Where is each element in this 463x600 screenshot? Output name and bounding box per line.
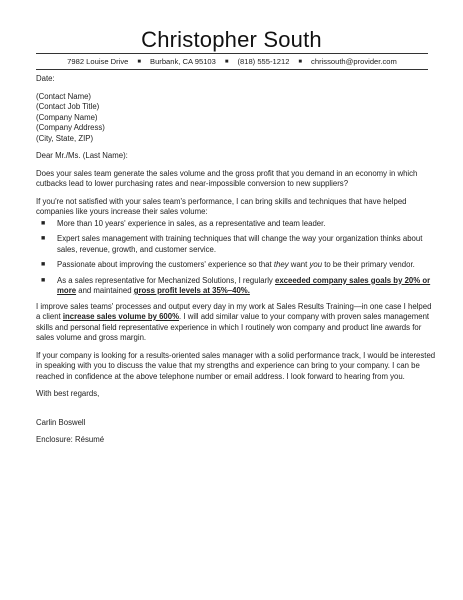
bullet-icon: ■ bbox=[41, 235, 46, 242]
paragraph-experience: I improve sales teams' processes and output every day in my work at Sales Results Training—in one case I helped a client increase sales volume by 600%. I will add similar value to your company with proven sales management skills and personal field representative experience in which I routinely won company and product line awards for sales volume and gross margin. bbox=[36, 301, 432, 342]
enclosure-note: Enclosure: Résumé bbox=[36, 435, 105, 444]
highlight-sales-goals: exceeded company sales goals by 20% or more bbox=[57, 275, 431, 295]
recipient-line: (Contact Name) bbox=[36, 91, 92, 101]
achievements-list bbox=[36, 219, 436, 297]
list-item: ■ Passionate about improving the customers' experience so that they want you to be their primary vendor. bbox=[41, 260, 415, 269]
bullet-icon: ■ bbox=[41, 219, 46, 227]
contact-address: 7982 Louise Drive bbox=[67, 57, 129, 66]
bullet-icon: ■ bbox=[41, 261, 46, 268]
separator-square-icon: ■ bbox=[137, 58, 141, 65]
highlight-sales-volume: increase sales volume by 600% bbox=[62, 312, 180, 321]
bullet-icon: ■ bbox=[41, 276, 46, 284]
paragraph-closing: If your company is looking for a results-oriented sales manager with a solid performance track, I would be interested in speaking with you to discuss the value that my strengths and experience can bring to your company. I can be reached in confidence at the above telephone number or email address. I look forward to hearing from you. bbox=[36, 350, 436, 381]
list-item: ■ More than 10 years' experience in sales, as a representative and team leader. bbox=[41, 218, 326, 228]
separator-square-icon: ■ bbox=[298, 58, 303, 65]
recipient-line: (Contact Job Title) bbox=[36, 102, 100, 111]
contact-email: chrissouth@provider.com bbox=[311, 57, 397, 66]
header-bottom-rule bbox=[36, 69, 428, 70]
applicant-name: Christopher South bbox=[141, 27, 322, 52]
recipient-line: (Company Name) bbox=[36, 112, 98, 122]
header-top-rule bbox=[36, 53, 428, 54]
closing-phrase: With best regards, bbox=[36, 389, 100, 398]
separator-square-icon: ■ bbox=[224, 58, 229, 65]
signature-name: Carlin Boswell bbox=[36, 417, 86, 427]
contact-phone: (818) 555-1212 bbox=[237, 57, 290, 66]
salutation: Dear Mr./Ms. (Last Name): bbox=[36, 151, 128, 160]
paragraph-intro: Does your sales team generate the sales volume and the gross profit that you demand in an economy in which cutbacks lead to lower purchasing rates and near-impossible conversion to new suppliers? bbox=[36, 168, 418, 188]
contact-line bbox=[36, 55, 428, 68]
date-label: Date: bbox=[36, 74, 55, 83]
recipient-line: (Company Address) bbox=[36, 123, 105, 132]
highlight-gross-profit: gross profit levels at 35%–40%. bbox=[133, 286, 250, 295]
letter-body bbox=[36, 74, 436, 446]
list-item: ■ Expert sales management with training techniques that will change the way your organization thinks about sales, revenue, growth, and customer service. bbox=[41, 234, 423, 254]
contact-city: Burbank, CA 95103 bbox=[150, 57, 216, 66]
list-item: ■ As a sales representative for Mechanized Solutions, I regularly exceeded company sales goals by 20% or more and maintained gross profit levels at 35%–40%. bbox=[41, 275, 431, 295]
paragraph-offer: If you're not satisfied with your sales team's performance, I can bring skills and techniques that have helped companies like yours increase their sales volume: bbox=[36, 196, 407, 216]
recipient-line: (City, State, ZIP) bbox=[36, 133, 94, 143]
recipient-block bbox=[36, 92, 436, 145]
